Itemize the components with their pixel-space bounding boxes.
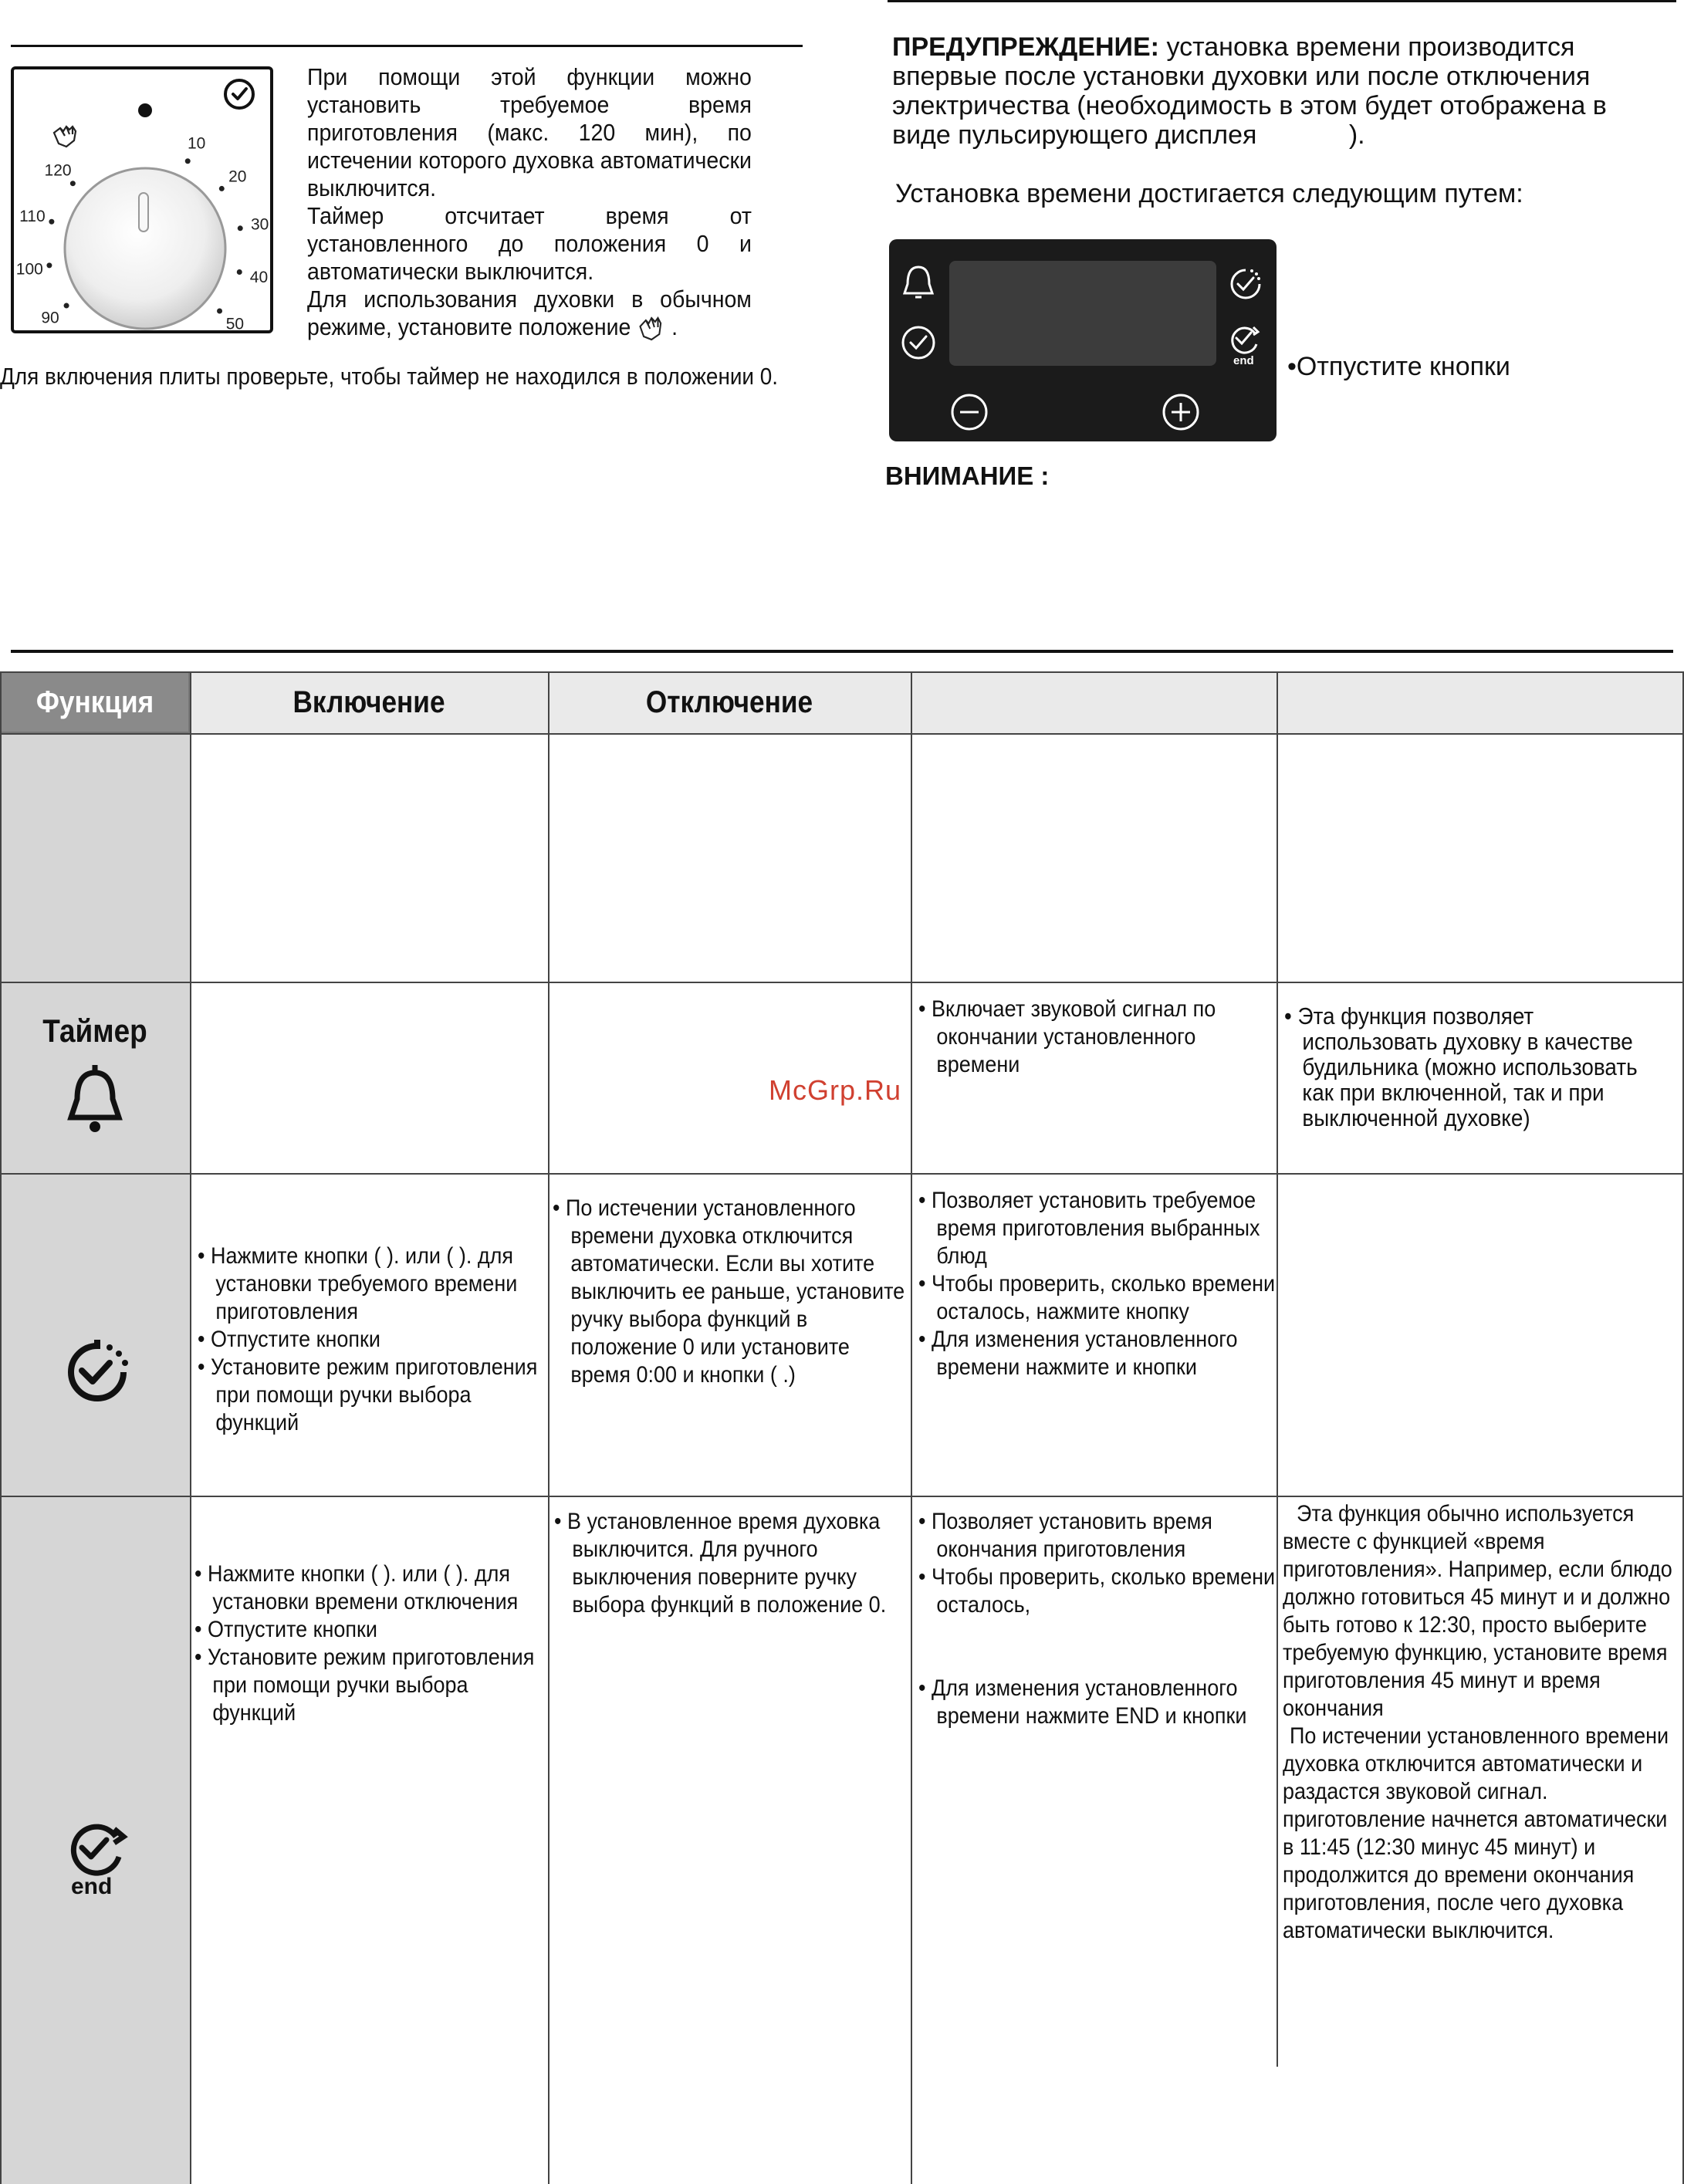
end-on-1-text: Нажмите кнопки ( ). или ( ). для установки времени отключения — [207, 1561, 519, 1614]
timer-col4-bullet: • Включает звуковой сигнал по окончании установленного времени — [918, 996, 1216, 1077]
duration-col4-2: • Чтобы проверить, сколько времени осталось, нажмите кнопку — [918, 1271, 1276, 1324]
header-function-label: Функция — [36, 685, 154, 719]
dial-dot — [237, 269, 242, 275]
clock-check-icon — [895, 319, 942, 366]
warning-label: ПРЕДУПРЕЖДЕНИЕ: — [892, 32, 1159, 62]
header-on: Включение — [293, 685, 445, 719]
table-top-rule — [11, 650, 1673, 653]
end-on-3-text: Установите режим приготовления при помощи ручки выбора функций — [207, 1645, 535, 1726]
end-col4-1-text: Позволяет установить время окончания приготовления — [931, 1509, 1212, 1562]
end-col5 — [1283, 1500, 1676, 1945]
duration-col-on — [198, 1242, 545, 1437]
end-on-1: • Нажмите кнопки ( ). или ( ). для установки времени отключения — [194, 1561, 519, 1614]
dial-dot — [185, 158, 191, 164]
duration-col4-1: • Позволяет установить требуемое время приготовления выбранных блюд — [918, 1188, 1260, 1269]
dial-knob — [65, 168, 225, 329]
function-column-bg — [0, 733, 190, 2184]
duration-col4-3-text: Для изменения установленного времени нажмите и кнопки — [931, 1327, 1238, 1380]
intro-paragraph-3-text: Для использования духовки в обычном режиме, установите положение — [307, 286, 752, 340]
end-col5-1: Эта функция обычно используется вместе с функцией «время приготовления». Например, если блюдо должно готовиться 45 минут и и должно быть готово к 12:30, просто выберите требуемую функцию, установите время приготовления 45 минут и время окончания — [1283, 1501, 1672, 1721]
dial-label: 50 — [225, 315, 245, 330]
timer-position-note: Для включения плиты проверьте, чтобы таймер не находился в положении 0. — [0, 363, 779, 390]
timer-col5 — [1284, 1003, 1645, 1131]
intro-description — [307, 63, 752, 342]
grid-h-row3 — [0, 1496, 1684, 1497]
dial-label: 100 — [15, 260, 43, 279]
watermark: McGrp.Ru — [769, 1074, 902, 1106]
end-on-3: • Установите режим приготовления при помощи ручки выбора функций — [194, 1645, 535, 1726]
dial-label: 120 — [44, 161, 72, 180]
duration-on-1-text: Нажмите кнопки ( ). или ( ). для установки требуемого времени приготовления — [210, 1243, 518, 1324]
timer-dial-graphic — [14, 69, 270, 330]
timer-col5-bullet: • Эта функция позволяет использовать духовку в качестве будильника (можно использовать как при включенной, так и при выключенной духовке) — [1284, 1002, 1638, 1131]
duration-on-3: • Установите режим приготовления при помощи ручки выбора функций — [198, 1354, 538, 1435]
end-off-1-text: В установленное время духовка выключится. Для ручного выключения поверните ручку выбора функций в положение 0. — [566, 1509, 887, 1618]
end-col4-2: • Чтобы проверить, сколько времени осталось, — [918, 1564, 1276, 1618]
hand-icon — [637, 316, 665, 342]
dial-label: 10 — [187, 134, 206, 153]
cook-duration-icon — [59, 1332, 136, 1409]
duration-col4-1-text: Позволяет установить требуемое время приготовления выбранных блюд — [931, 1188, 1260, 1269]
dial-dot — [70, 181, 76, 186]
end-col-on — [194, 1560, 542, 1727]
dial-label: 40 — [249, 268, 269, 286]
intro-paragraph-3 — [307, 286, 752, 342]
duration-off-1: • По истечении установленного времени духовка отключится автоматически. Если вы хотите выключить ее раньше, установите ручку выбора функций в положение 0 или установите время 0:00 и кнопки ( .) — [553, 1195, 905, 1388]
warning-closing: ). — [1348, 120, 1365, 150]
bell-icon — [895, 261, 942, 307]
plus-button-icon — [1158, 389, 1204, 435]
end-time-icon — [59, 1814, 136, 1898]
top-rule-left — [11, 45, 803, 47]
display-screen — [949, 261, 1216, 366]
end-col-off — [554, 1508, 908, 1619]
hand-icon — [54, 127, 76, 147]
release-buttons-note: •Отпустите кнопки — [1287, 352, 1510, 381]
dial-dot — [219, 186, 225, 191]
timer-col4-text: Включает звуковой сигнал по окончании установленного времени — [931, 996, 1216, 1077]
grid-h-top — [0, 671, 1684, 673]
timer-dial-illustration — [11, 66, 273, 333]
dial-zero-mark — [138, 103, 152, 117]
duration-on-3-text: Установите режим приготовления при помощи ручки выбора функций — [210, 1354, 538, 1435]
grid-v-2 — [548, 671, 549, 2184]
dial-dot — [49, 219, 54, 225]
grid-h-header — [0, 733, 1684, 735]
top-rule-right — [888, 0, 1676, 2]
end-col4-2-text: Чтобы проверить, сколько времени осталось, — [931, 1564, 1276, 1618]
end-col4-1: • Позволяет установить время окончания приготовления — [918, 1509, 1212, 1562]
warning-text — [892, 32, 1670, 150]
end-off-1: • В установленное время духовка выключится. Для ручного выключения поверните ручку выбора функций в положение 0. — [554, 1509, 887, 1618]
duration-col4-2-text: Чтобы проверить, сколько времени осталось, нажмите кнопку — [931, 1271, 1276, 1324]
timer-col5-text: Эта функция позволяет использовать духовку в качестве будильника (можно использовать как при включенной, так и при выключенной духовке) — [1297, 1002, 1638, 1131]
intro-paragraph-2: Таймер отсчитает время от установленного до положения 0 и автоматически выключится. — [307, 202, 752, 285]
clock-check-icon — [225, 80, 253, 108]
intro-trailing-dot: . — [671, 313, 678, 340]
grid-v-3 — [911, 671, 912, 2184]
minus-button-icon — [946, 389, 992, 435]
duration-on-2: • Отпустите кнопки — [198, 1327, 380, 1352]
grid-v-0 — [0, 671, 2, 2184]
intro-paragraph-1: При помощи этой функции можно установить требуемое время приготовления (макс. 120 мин), по истечении которого духовка автоматически выключится. — [307, 63, 752, 201]
attention-label: ВНИМАНИЕ : — [885, 461, 1050, 490]
dial-label: 110 — [19, 208, 46, 226]
dial-dot — [64, 303, 69, 309]
duration-on-1: • Нажмите кнопки ( ). или ( ). для установки требуемого времени приготовления — [198, 1243, 518, 1324]
duration-col-off — [553, 1195, 907, 1389]
header-function — [0, 671, 190, 733]
end-col4 — [918, 1508, 1280, 1730]
end-on-2-text: Отпустите кнопки — [207, 1617, 377, 1642]
end-on-2: • Отпустите кнопки — [194, 1617, 377, 1642]
timer-function-label: Таймер — [42, 1013, 147, 1049]
end-time-icon — [1222, 319, 1269, 366]
duration-off-1-text: По истечении установленного времени духовка отключится автоматически. Если вы хотите выключить ее раньше, установите ручку выбора функций в положение 0 или установите время 0:00 и кнопки ( .) — [565, 1195, 905, 1388]
duration-col4-3: • Для изменения установленного времени нажмите и кнопки — [918, 1327, 1238, 1380]
end-time-label: end — [71, 1874, 113, 1898]
dial-dot — [46, 262, 52, 268]
end-label: end — [1233, 354, 1254, 366]
cook-duration-icon — [1222, 261, 1269, 307]
timer-col4 — [918, 996, 1250, 1079]
control-panel-illustration — [889, 239, 1277, 441]
dial-label: 20 — [228, 167, 247, 186]
end-col4-3-text: Для изменения установленного времени нажмите END и кнопки — [931, 1675, 1247, 1729]
duration-on-2-text: Отпустите кнопки — [210, 1327, 380, 1352]
end-col4-3: • Для изменения установленного времени нажмите END и кнопки — [918, 1675, 1247, 1729]
warning-body: установка времени производится впервые после установки духовки или после отключения электричества (необходимость в этом будет отображена в виде пульсирующего дисплея — [892, 32, 1607, 150]
dial-label: 30 — [250, 215, 269, 234]
grid-h-row1 — [0, 982, 1684, 983]
grid-v-1 — [190, 671, 191, 2184]
header-off: Отключение — [645, 685, 813, 719]
duration-col4 — [918, 1187, 1280, 1381]
end-col5-2: По истечении установленного времени духовка отключится автоматически и раздастся звуковой сигнал. приготовление начнется автоматически в 11:45 (12:30 минус 45 минут) и продолжится до времени окончания приготовления, после чего духовка автоматически выключится. — [1283, 1723, 1669, 1943]
howto-text: Установка времени достигается следующим путем: — [895, 179, 1523, 208]
bell-icon — [60, 1062, 130, 1139]
dial-dot — [217, 308, 222, 313]
dial-label: 90 — [41, 309, 59, 327]
grid-h-row2 — [0, 1173, 1684, 1175]
dial-dot — [238, 225, 243, 231]
